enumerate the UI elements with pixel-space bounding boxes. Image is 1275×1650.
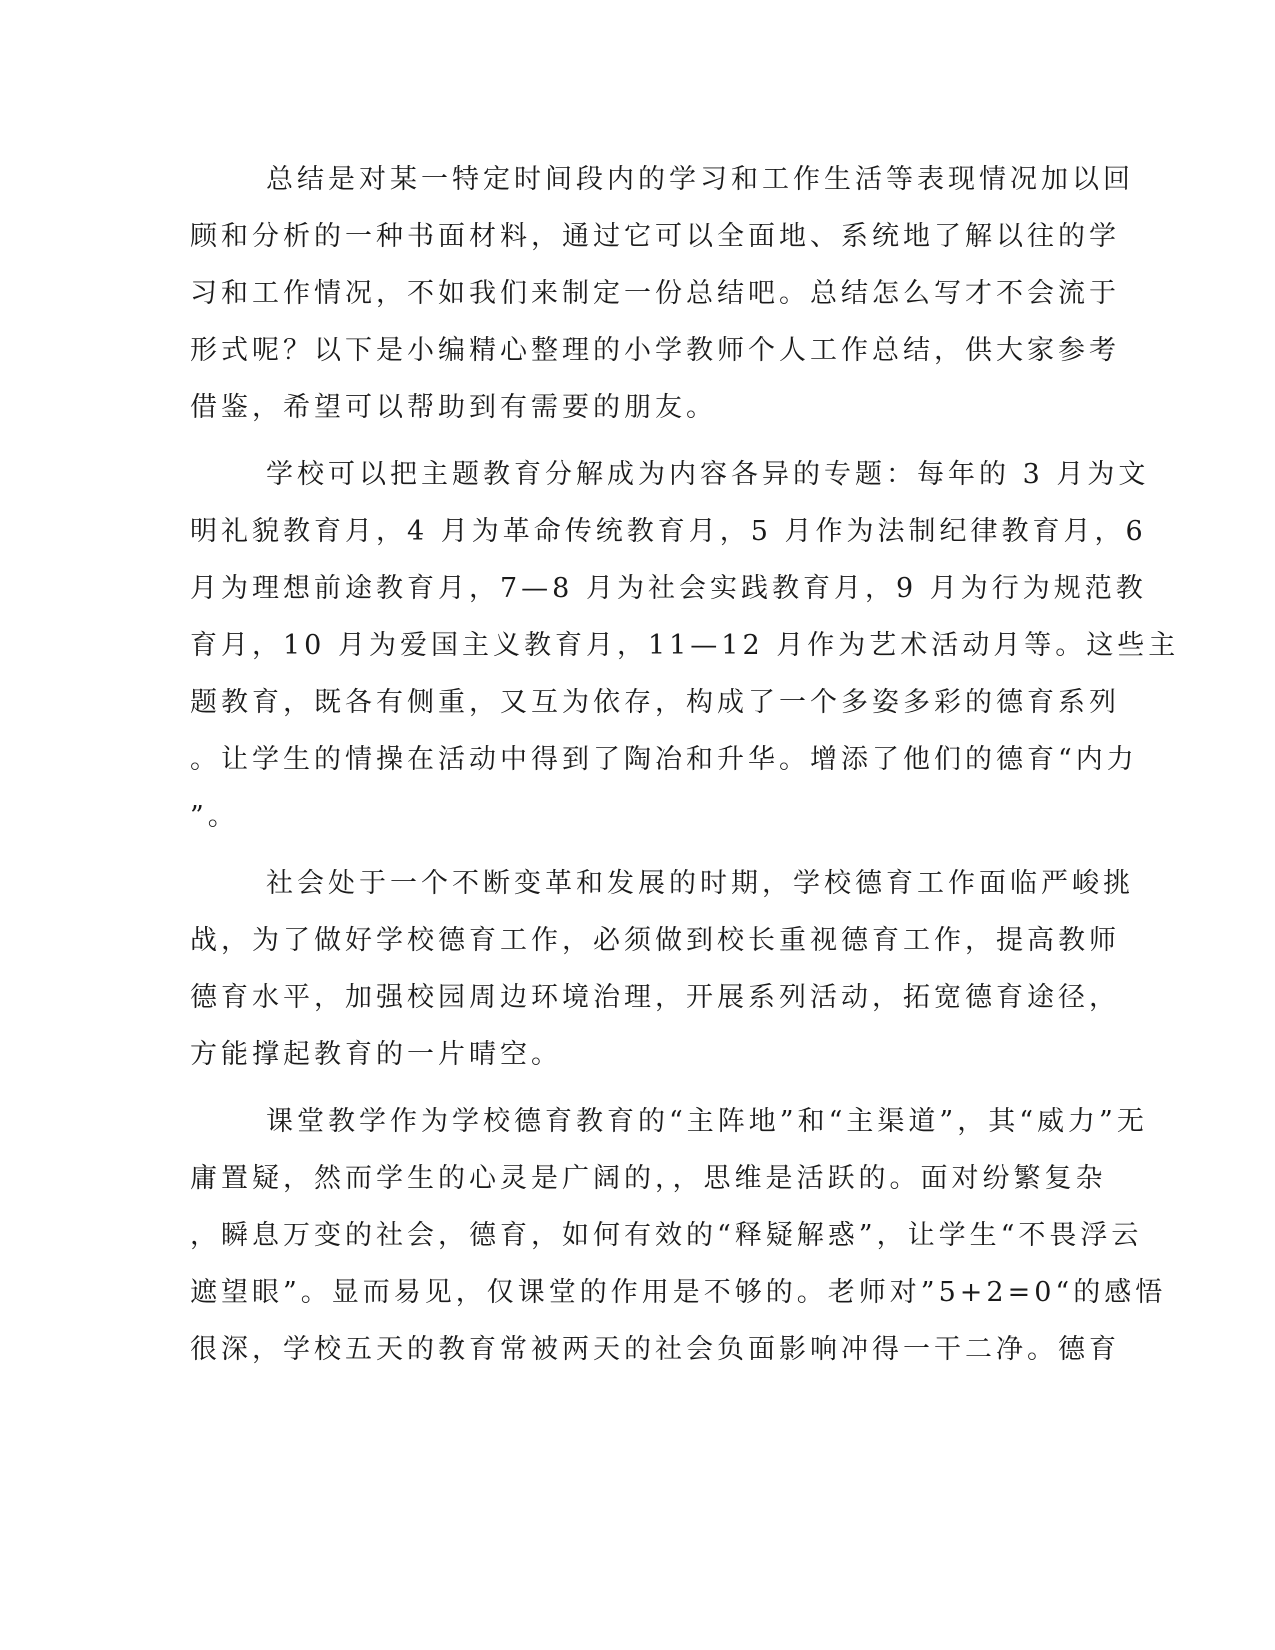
paragraph-1-line-5: 借鉴，希望可以帮助到有需要的朋友。 [190,392,717,423]
paragraph-3-line-2: 战，为了做好学校德育工作，必须做到校长重视德育工作，提高教师 [190,925,1120,956]
paragraph-2-line-3: 月为理想前途教育月，7—8 月为社会实践教育月，9 月为行为规范教 [190,573,1147,604]
paragraph-2-line-7: ”。 [190,801,239,832]
paragraph-1-line-3: 习和工作情况，不如我们来制定一份总结吧。总结怎么写才不会流于 [190,278,1120,309]
paragraph-2-line-5: 题教育，既各有侧重，又互为依存，构成了一个多姿多彩的德育系列 [190,687,1120,718]
paragraph-4-line-3: ，瞬息万变的社会，德育，如何有效的“释疑解惑”，让学生“不畏浮云 [190,1220,1143,1251]
paragraph-4-line-2: 庸置疑，然而学生的心灵是广阔的，，思维是活跃的。面对纷繁复杂 [190,1163,1107,1194]
paragraph-4-line-5: 很深，学校五天的教育常被两天的社会负面影响冲得一干二净。德育 [190,1334,1120,1365]
paragraph-4-line-4: 遮望眼”。显而易见，仅课堂的作用是不够的。老师对”5+2=0“的感悟 [190,1277,1167,1308]
paragraph-2-line-2: 明礼貌教育月，4 月为革命传统教育月，5 月作为法制纪律教育月，6 [190,516,1147,547]
paragraph-2-line-4: 育月，10 月为爱国主义教育月，11—12 月作为艺术活动月等。这些主 [190,630,1180,661]
paragraph-3-line-1: 社会处于一个不断变革和发展的时期，学校德育工作面临严峻挑 [266,868,1134,899]
paragraph-3-line-3: 德育水平，加强校园周边环境治理，开展系列活动，拓宽德育途径， [190,982,1120,1013]
paragraph-2-line-6: 。让学生的情操在活动中得到了陶冶和升华。增添了他们的德育“内力 [190,744,1138,775]
paragraph-1-line-4: 形式呢？以下是小编精心整理的小学教师个人工作总结，供大家参考 [190,335,1120,366]
paragraph-4-line-1: 课堂教学作为学校德育教育的“主阵地”和“主渠道”，其“威力”无 [266,1106,1148,1137]
paragraph-1-line-1: 总结是对某一特定时间段内的学习和工作生活等表现情况加以回 [266,164,1134,195]
paragraph-2-line-1: 学校可以把主题教育分解成为内容各异的专题：每年的 3 月为文 [266,459,1150,490]
paragraph-1-line-2: 顾和分析的一种书面材料，通过它可以全面地、系统地了解以往的学 [190,221,1120,252]
paragraph-3-line-4: 方能撑起教育的一片晴空。 [190,1039,562,1070]
